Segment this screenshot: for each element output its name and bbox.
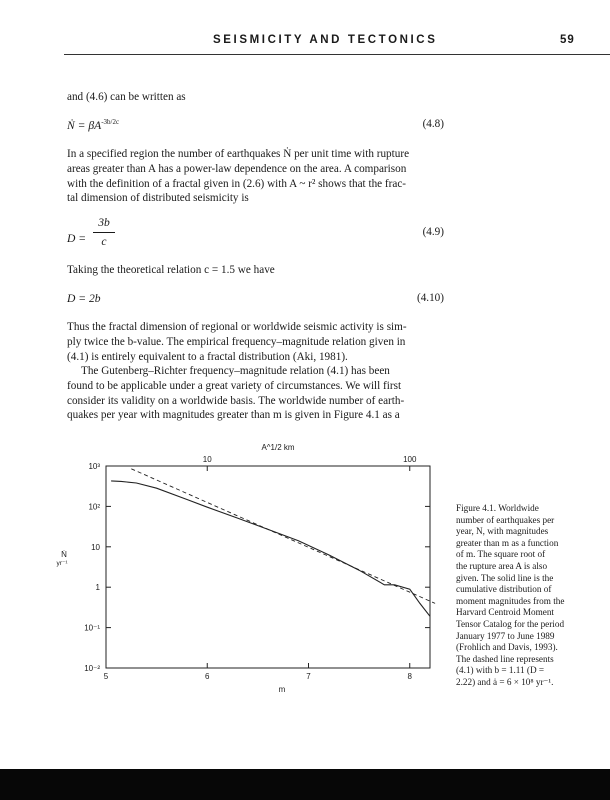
caption-line: the rupture area A is also bbox=[456, 560, 548, 571]
y-axis-unit-label: yr⁻¹ bbox=[56, 559, 68, 567]
eq48-exponent: -3b/2c bbox=[101, 118, 120, 126]
scan-edge-bar bbox=[0, 769, 610, 800]
paragraph-3-line: Thus the fractal dimension of regional or worldwide seismic activity is sim- bbox=[67, 321, 407, 333]
caption-line: Tensor Catalog for the period bbox=[456, 618, 565, 629]
equation-number-4-9: (4.9) bbox=[422, 226, 444, 238]
equation-number-4-10: (4.10) bbox=[416, 292, 444, 304]
paragraph-4-line-text: The Gutenberg–Richter frequency–magnitude relation (4.1) has been bbox=[81, 365, 390, 377]
paragraph-1 bbox=[67, 147, 442, 206]
paragraph-1-line: with the definition of a fractal given in (2.6) with A ~ r² shows that the frac- bbox=[67, 177, 407, 190]
caption-line: Figure 4.1. Worldwide bbox=[456, 503, 539, 513]
caption-line: year, N, with magnitudes bbox=[456, 526, 549, 537]
eq49-numerator: 3b bbox=[98, 216, 110, 229]
figure-4-1-chart bbox=[40, 440, 500, 700]
y-tick-label: 10⁻² bbox=[84, 664, 100, 673]
paragraph-1-line: In a specified region the number of earthquakes Ṅ per unit time with rupture bbox=[67, 148, 410, 160]
y-tick-label: 10 bbox=[91, 542, 100, 552]
fraction-bar bbox=[93, 232, 115, 233]
paragraph-1-line: areas greater than A has a power-law dependence on the area. A comparison bbox=[67, 162, 407, 175]
eq48-mid: = βA bbox=[74, 118, 102, 132]
caption-line: The dashed line represents bbox=[456, 653, 554, 664]
y-axis-label: Ṅ bbox=[61, 549, 67, 559]
paragraph-2: Taking the theoretical relation c = 1.5 we have bbox=[67, 264, 275, 276]
caption-line: given. The solid line is the bbox=[456, 572, 554, 583]
paragraph-3 bbox=[67, 320, 442, 364]
equation-4-8 bbox=[67, 118, 119, 132]
top-tick-label: 10 bbox=[202, 455, 212, 464]
paragraph-4-line bbox=[67, 364, 442, 379]
caption-line: January 1977 to June 1989 bbox=[456, 630, 555, 641]
header-rule bbox=[64, 54, 610, 55]
running-title: SEISMICITY AND TECTONICS bbox=[213, 34, 438, 46]
page-number: 59 bbox=[560, 34, 575, 46]
top-tick-label: 100 bbox=[403, 455, 417, 464]
caption-line: of m. The square root of bbox=[456, 549, 546, 560]
caption-line: cumulative distribution of bbox=[456, 584, 552, 595]
solid-series-line bbox=[111, 481, 430, 616]
eq48-lhs: Ṅ bbox=[67, 118, 75, 132]
top-axis-label: A^1/2 km bbox=[261, 443, 295, 452]
paragraph-4 bbox=[67, 364, 442, 423]
intro-text: and (4.6) can be written as bbox=[67, 91, 186, 103]
x-tick-label: 6 bbox=[205, 672, 210, 681]
y-tick-label: 1 bbox=[95, 583, 100, 593]
plot-frame bbox=[106, 466, 430, 668]
equation-4-10: D = 2b bbox=[67, 292, 101, 305]
caption-line: (Frohlich and Davis, 1993). bbox=[456, 642, 558, 653]
paragraph-3-line: (4.1) is entirely equivalent to a fractal distribution (Aki, 1981). bbox=[67, 350, 348, 363]
caption-line: number of earthquakes per bbox=[456, 514, 555, 525]
eq49-lhs: D = bbox=[67, 232, 87, 245]
caption-line: moment magnitudes from the bbox=[456, 595, 565, 606]
eq49-denominator: c bbox=[101, 235, 107, 248]
x-axis-label: m bbox=[278, 685, 286, 694]
x-tick-label: 5 bbox=[103, 672, 109, 681]
y-tick-label: 10² bbox=[88, 502, 100, 512]
paragraph-1-line: tal dimension of distributed seismicity is bbox=[67, 192, 249, 205]
y-tick-label: 10³ bbox=[88, 462, 100, 471]
dashed-series-line bbox=[131, 469, 435, 604]
caption-line: Harvard Centroid Moment bbox=[456, 607, 554, 618]
caption-line: greater than m as a function bbox=[456, 537, 559, 548]
figure-caption bbox=[456, 503, 576, 689]
x-tick-label: 7 bbox=[306, 672, 311, 681]
paragraph-4-line: quakes per year with magnitudes greater than m is given in Figure 4.1 as a bbox=[67, 409, 400, 422]
running-header bbox=[0, 34, 610, 50]
caption-line: (4.1) with b = 1.11 (D = bbox=[456, 665, 545, 676]
x-tick-label: 8 bbox=[407, 672, 412, 681]
equation-number-4-8: (4.8) bbox=[422, 118, 444, 130]
paragraph-3-line: ply twice the b-value. The empirical frequency–magnitude relation given in bbox=[67, 335, 406, 348]
paragraph-4-line: consider its validity on a worldwide basis. The worldwide number of earth- bbox=[67, 394, 405, 407]
y-tick-label: 10⁻¹ bbox=[84, 623, 100, 633]
paragraph-4-line: found to be applicable under a great variety of circumstances. We will first bbox=[67, 379, 402, 392]
caption-line: 2.22) and ȧ = 6 × 10⁸ yr⁻¹. bbox=[456, 676, 554, 687]
